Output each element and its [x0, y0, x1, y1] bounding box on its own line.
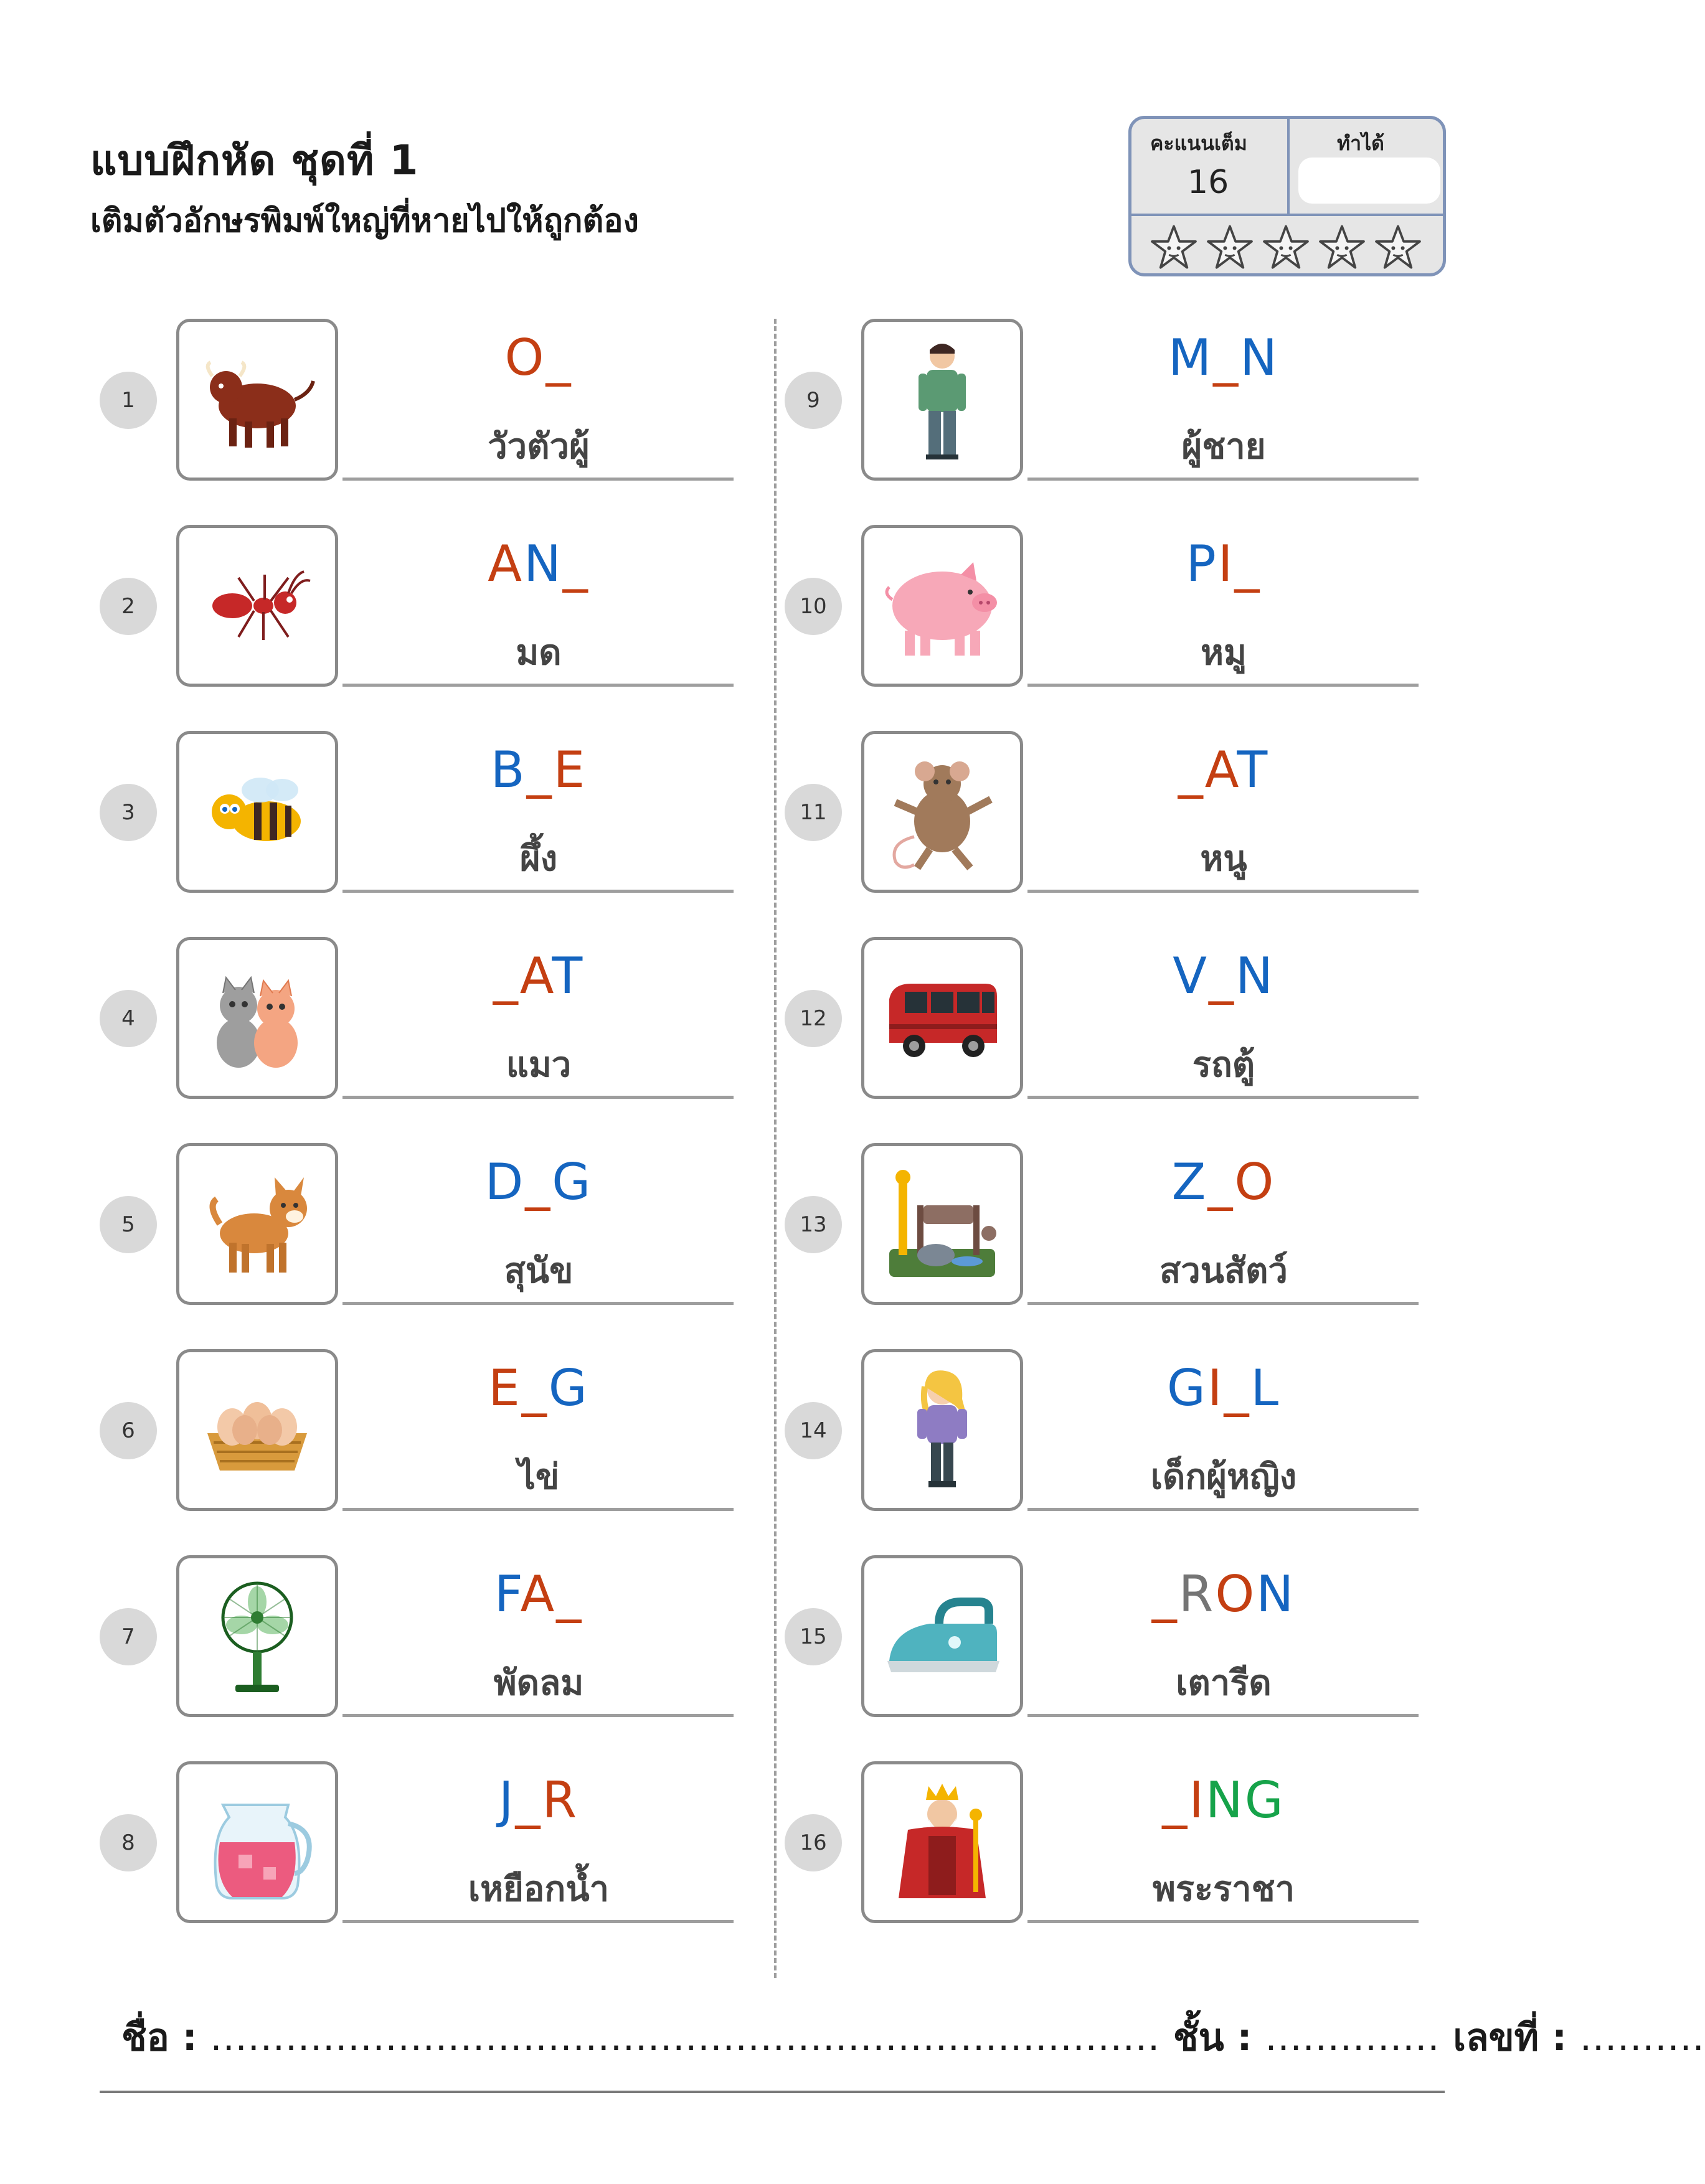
star-icon[interactable]	[1262, 224, 1310, 273]
picture-card	[861, 1349, 1023, 1511]
thai-meaning: เด็กผู้หญิง	[1150, 1457, 1297, 1497]
exercise-item	[785, 525, 1470, 693]
thai-meaning: สุนัข	[504, 1251, 574, 1291]
word-letter: R	[542, 1771, 579, 1829]
word-letter: A	[519, 947, 552, 1005]
item-number: 11	[785, 784, 842, 841]
underline	[1027, 478, 1419, 481]
exercise-item	[100, 937, 785, 1105]
exercise-item	[100, 1761, 785, 1929]
missing-letter-blank[interactable]: _	[1213, 329, 1240, 387]
exercise-item	[100, 525, 785, 693]
missing-letter-blank[interactable]: _	[1208, 947, 1235, 1005]
word-letter: O	[1234, 1153, 1276, 1211]
missing-letter-blank[interactable]: _	[1224, 1359, 1251, 1417]
word-letter: G	[1166, 1359, 1207, 1417]
word-letter: N	[1240, 329, 1279, 387]
thai-meaning: แมว	[506, 1045, 572, 1085]
missing-letter-blank[interactable]: _	[1178, 741, 1205, 799]
thai-meaning: รถตู้	[1192, 1045, 1255, 1085]
item-number: 15	[785, 1608, 842, 1665]
word-letter: I	[1207, 1359, 1224, 1417]
item-number: 1	[100, 372, 157, 429]
item-number: 3	[100, 784, 157, 841]
exercise-item	[100, 1143, 785, 1311]
thai-meaning: พัดลม	[493, 1663, 584, 1703]
picture-card	[176, 1143, 338, 1305]
word-letter: I	[1189, 1771, 1206, 1829]
king-icon	[880, 1780, 1004, 1904]
thai-meaning: เหยือกน้ำ	[468, 1869, 610, 1909]
eggs-basket-icon	[195, 1368, 319, 1492]
score-divider-vertical	[1287, 119, 1290, 214]
exercise-item	[100, 731, 785, 899]
thai-meaning: หนู	[1200, 839, 1247, 879]
underline	[1027, 1920, 1419, 1923]
exercise-item	[785, 319, 1470, 487]
underline	[1027, 1508, 1419, 1511]
word-letter: G	[552, 1153, 593, 1211]
underline	[342, 684, 734, 687]
underline	[342, 1508, 734, 1511]
english-word[interactable]	[1027, 741, 1420, 799]
item-number: 13	[785, 1196, 842, 1253]
word-letter: M	[1168, 329, 1214, 387]
exercise-item	[100, 1555, 785, 1723]
score-box	[1128, 116, 1446, 276]
item-number: 4	[100, 990, 157, 1047]
exercise-item	[785, 1143, 1470, 1311]
word-letter: O	[504, 329, 546, 387]
english-word[interactable]	[1027, 1359, 1420, 1417]
star-icon[interactable]	[1374, 224, 1422, 273]
word-letter: R	[1178, 1565, 1216, 1623]
missing-letter-blank[interactable]: _	[493, 947, 520, 1005]
item-number: 5	[100, 1196, 157, 1253]
english-word[interactable]	[1027, 329, 1420, 387]
english-word[interactable]	[342, 741, 735, 799]
english-word[interactable]	[1027, 947, 1420, 1005]
man-icon	[880, 337, 1004, 462]
word-letter: Z	[1171, 1153, 1208, 1211]
english-word[interactable]	[342, 329, 735, 387]
picture-card	[176, 525, 338, 687]
name-field[interactable]: ............................................................................	[210, 2016, 1161, 2059]
picture-card	[176, 937, 338, 1099]
underline	[1027, 890, 1419, 893]
item-number: 12	[785, 990, 842, 1047]
item-number: 8	[100, 1814, 157, 1871]
english-word[interactable]	[342, 1153, 735, 1211]
exercise-item	[100, 1349, 785, 1517]
thai-meaning: มด	[516, 633, 562, 673]
word-letter: N	[1205, 1771, 1245, 1829]
student-number-label: เลขที่ :	[1453, 2016, 1567, 2059]
item-number: 16	[785, 1814, 842, 1871]
word-letter: N	[1235, 947, 1275, 1005]
exercise-item	[785, 1349, 1470, 1517]
full-score-label: คะแนนเต็ม	[1150, 131, 1247, 155]
exercise-item	[785, 1761, 1470, 1929]
missing-letter-blank[interactable]: _	[1207, 1153, 1235, 1211]
thai-meaning: หมู	[1201, 633, 1247, 673]
bull-icon	[195, 337, 319, 462]
word-letter: E	[553, 741, 587, 799]
word-letter: D	[484, 1153, 526, 1211]
thai-meaning: ผึ้ง	[519, 839, 558, 879]
word-letter: V	[1173, 947, 1209, 1005]
underline	[342, 1714, 734, 1717]
word-letter: G	[1244, 1771, 1285, 1829]
jug-icon	[195, 1780, 319, 1904]
missing-letter-blank[interactable]: _	[1234, 535, 1262, 593]
english-word[interactable]	[1027, 1153, 1420, 1211]
english-word[interactable]	[1027, 1565, 1420, 1623]
item-number: 2	[100, 578, 157, 635]
word-letter: A	[488, 535, 524, 593]
thai-meaning: สวนสัตว์	[1159, 1251, 1288, 1291]
english-word[interactable]	[342, 1359, 735, 1417]
student-info-line	[121, 2008, 1705, 2067]
thai-meaning: ไข่	[517, 1457, 560, 1497]
english-word[interactable]	[342, 1565, 735, 1623]
picture-card	[176, 731, 338, 893]
class-field[interactable]: ..............	[1265, 2016, 1440, 2059]
van-icon	[880, 956, 1004, 1080]
star-icon[interactable]	[1318, 224, 1366, 273]
word-letter: T	[552, 947, 585, 1005]
class-label: ชั้น :	[1173, 2016, 1252, 2059]
full-score-value: 16	[1188, 164, 1229, 201]
obtained-score-field[interactable]	[1298, 158, 1440, 204]
student-number-field[interactable]: ..........	[1579, 2016, 1705, 2059]
underline	[342, 1096, 734, 1099]
exercise-item	[785, 731, 1470, 899]
rating-stars	[1150, 224, 1422, 273]
pig-icon	[880, 544, 1004, 668]
word-letter: T	[1237, 741, 1270, 799]
picture-card	[861, 731, 1023, 893]
word-letter: B	[490, 741, 527, 799]
name-label: ชื่อ :	[121, 2016, 197, 2059]
word-letter: O	[1215, 1565, 1257, 1623]
word-letter: A	[520, 1565, 557, 1623]
zoo-icon	[880, 1162, 1004, 1286]
thai-meaning: เตารีด	[1176, 1663, 1272, 1703]
fan-icon	[195, 1574, 319, 1698]
star-icon[interactable]	[1150, 224, 1197, 273]
picture-card	[176, 1761, 338, 1923]
underline	[342, 1302, 734, 1305]
english-word[interactable]	[342, 535, 735, 593]
picture-card	[176, 1349, 338, 1511]
missing-letter-blank[interactable]: _	[1162, 1771, 1189, 1829]
girl-icon	[880, 1368, 1004, 1492]
underline	[1027, 684, 1419, 687]
item-number: 10	[785, 578, 842, 635]
underline	[342, 890, 734, 893]
picture-card	[861, 525, 1023, 687]
page-title: แบบฝึกหัด ชุดที่ 1	[90, 136, 419, 184]
english-word[interactable]	[342, 1771, 735, 1829]
english-word[interactable]	[342, 947, 735, 1005]
iron-icon	[880, 1574, 1004, 1698]
missing-letter-blank[interactable]: _	[515, 1771, 542, 1829]
word-letter: P	[1186, 535, 1218, 593]
word-letter: N	[523, 535, 563, 593]
missing-letter-blank[interactable]: _	[521, 1359, 549, 1417]
word-letter: I	[1217, 535, 1235, 593]
underline	[1027, 1714, 1419, 1717]
missing-letter-blank[interactable]: _	[562, 535, 590, 593]
english-word[interactable]	[1027, 1771, 1420, 1829]
word-letter: J	[498, 1771, 516, 1829]
exercise-item	[100, 319, 785, 487]
exercise-item	[785, 1555, 1470, 1723]
word-letter: E	[488, 1359, 522, 1417]
thai-meaning: วัวตัวผู้	[488, 426, 590, 467]
underline	[1027, 1302, 1419, 1305]
word-letter: N	[1256, 1565, 1296, 1623]
bottom-rule	[100, 2091, 1445, 2093]
thai-meaning: ผู้ชาย	[1181, 426, 1266, 467]
cats-icon	[195, 956, 319, 1080]
rat-icon	[880, 750, 1004, 874]
underline	[1027, 1096, 1419, 1099]
missing-letter-blank[interactable]: _	[546, 329, 573, 387]
picture-card	[861, 1555, 1023, 1717]
word-letter: A	[1204, 741, 1237, 799]
missing-letter-blank[interactable]: _	[526, 741, 554, 799]
star-icon[interactable]	[1206, 224, 1254, 273]
score-divider-horizontal	[1131, 214, 1443, 216]
picture-card	[176, 319, 338, 481]
bee-icon	[195, 750, 319, 874]
thai-meaning: พระราชา	[1152, 1869, 1295, 1909]
underline	[342, 1920, 734, 1923]
item-number: 9	[785, 372, 842, 429]
picture-card	[861, 1761, 1023, 1923]
word-letter: F	[494, 1565, 521, 1623]
english-word[interactable]	[1027, 535, 1420, 593]
picture-card	[861, 319, 1023, 481]
dog-icon	[195, 1162, 319, 1286]
item-number: 7	[100, 1608, 157, 1665]
missing-letter-blank[interactable]: _	[556, 1565, 583, 1623]
missing-letter-blank[interactable]: _	[1151, 1565, 1179, 1623]
obtained-score-label: ทำได้	[1337, 131, 1384, 155]
picture-card	[861, 1143, 1023, 1305]
item-number: 14	[785, 1402, 842, 1459]
underline	[342, 478, 734, 481]
picture-card	[861, 937, 1023, 1099]
exercise-item	[785, 937, 1470, 1105]
picture-card	[176, 1555, 338, 1717]
ant-icon	[195, 544, 319, 668]
missing-letter-blank[interactable]: _	[525, 1153, 552, 1211]
word-letter: G	[548, 1359, 589, 1417]
word-letter: L	[1250, 1359, 1281, 1417]
instructions: เติมตัวอักษรพิมพ์ใหญ่ที่หายไปให้ถูกต้อง	[90, 202, 639, 240]
item-number: 6	[100, 1402, 157, 1459]
